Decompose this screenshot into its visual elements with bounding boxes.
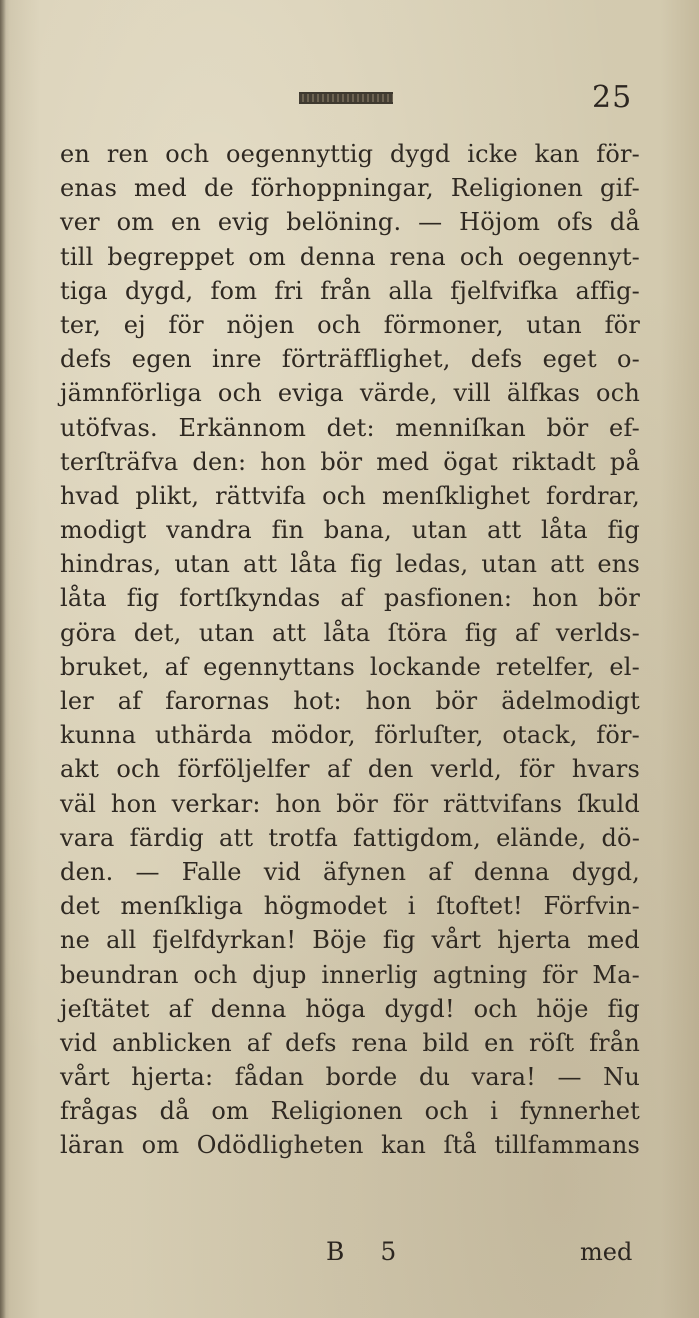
text-line: ne all fjelfdyrkan! Böje fig vårt hjerta med (60, 926, 640, 955)
text-line: jämnförliga och eviga värde, vill älfkas och (60, 379, 640, 408)
text-line: det menſkliga högmodet i ſtoftet! Förfvin- (60, 892, 640, 921)
text-line: den. — Falle vid äfynen af denna dygd, (60, 857, 640, 886)
header-ornament (299, 92, 393, 104)
text-line: beundran och djup innerlig agtning för Ma- (60, 960, 640, 989)
text-line: vara färdig att trotfa fattigdom, elände, dö- (60, 823, 640, 852)
text-line: modigt vandra fin bana, utan att låta fig (60, 516, 640, 545)
text-line: bruket, af egennyttans lockande retelfer, el- (60, 652, 640, 681)
text-line: hvad plikt, rättvifa och menſklighet fordrar, (60, 481, 640, 510)
text-line: väl hon verkar: hon bör för rättvifans ſkuld (60, 789, 640, 818)
text-line: ter, ej för nöjen och förmoner, utan för (60, 310, 640, 339)
text-line: utöfvas. Erkännom det: menniſkan bör ef- (60, 413, 640, 442)
signature-mark: B 5 (326, 1237, 411, 1266)
text-line: ver om en evig belöning. — Höjom ofs då (60, 208, 640, 237)
text-line: en ren och oegennyttig dygd icke kan för- (60, 140, 640, 168)
page-spine-shadow (0, 0, 6, 1318)
page-footer (0, 1235, 699, 1269)
text-line: läran om Odödligheten kan ſtå tillfammans (60, 1131, 640, 1160)
text-line: ler af farornas hot: hon bör ädelmodigt (60, 687, 640, 715)
text-line: frågas då om Religionen och i fynnerhet (60, 1097, 640, 1126)
text-line: akt och förföljelfer af den verld, för hvars (60, 755, 640, 784)
text-line: jeſtätet af denna höga dygd! och höje fig (60, 994, 640, 1023)
text-line: göra det, utan att låta ſtöra fig af verlds- (60, 618, 640, 647)
text-line: hindras, utan att låta fig ledas, utan att ens (60, 550, 640, 579)
text-line: defs egen inre förträfflighet, defs eget o- (60, 345, 640, 374)
page-number: 25 (592, 80, 633, 115)
text-line: vid anblicken af defs rena bild en röſt från (60, 1028, 640, 1057)
text-line: låta fig fortſkyndas af pasfionen: hon bör (60, 584, 640, 613)
text-line: vårt hjerta: fådan borde du vara! — Nu (60, 1063, 640, 1092)
body-text (60, 137, 640, 1163)
text-line: enas med de förhoppningar, Religionen gif- (60, 174, 640, 203)
text-line: kunna uthärda mödor, förluſter, otack, för- (60, 721, 640, 750)
text-line: tiga dygd, fom fri från alla fjelfvifka affig- (60, 276, 640, 305)
text-line: till begreppet om denna rena och oegennyt- (60, 242, 640, 271)
text-line: terſträfva den: hon bör med ögat riktadt på (60, 447, 640, 476)
catchword: med (580, 1238, 633, 1266)
